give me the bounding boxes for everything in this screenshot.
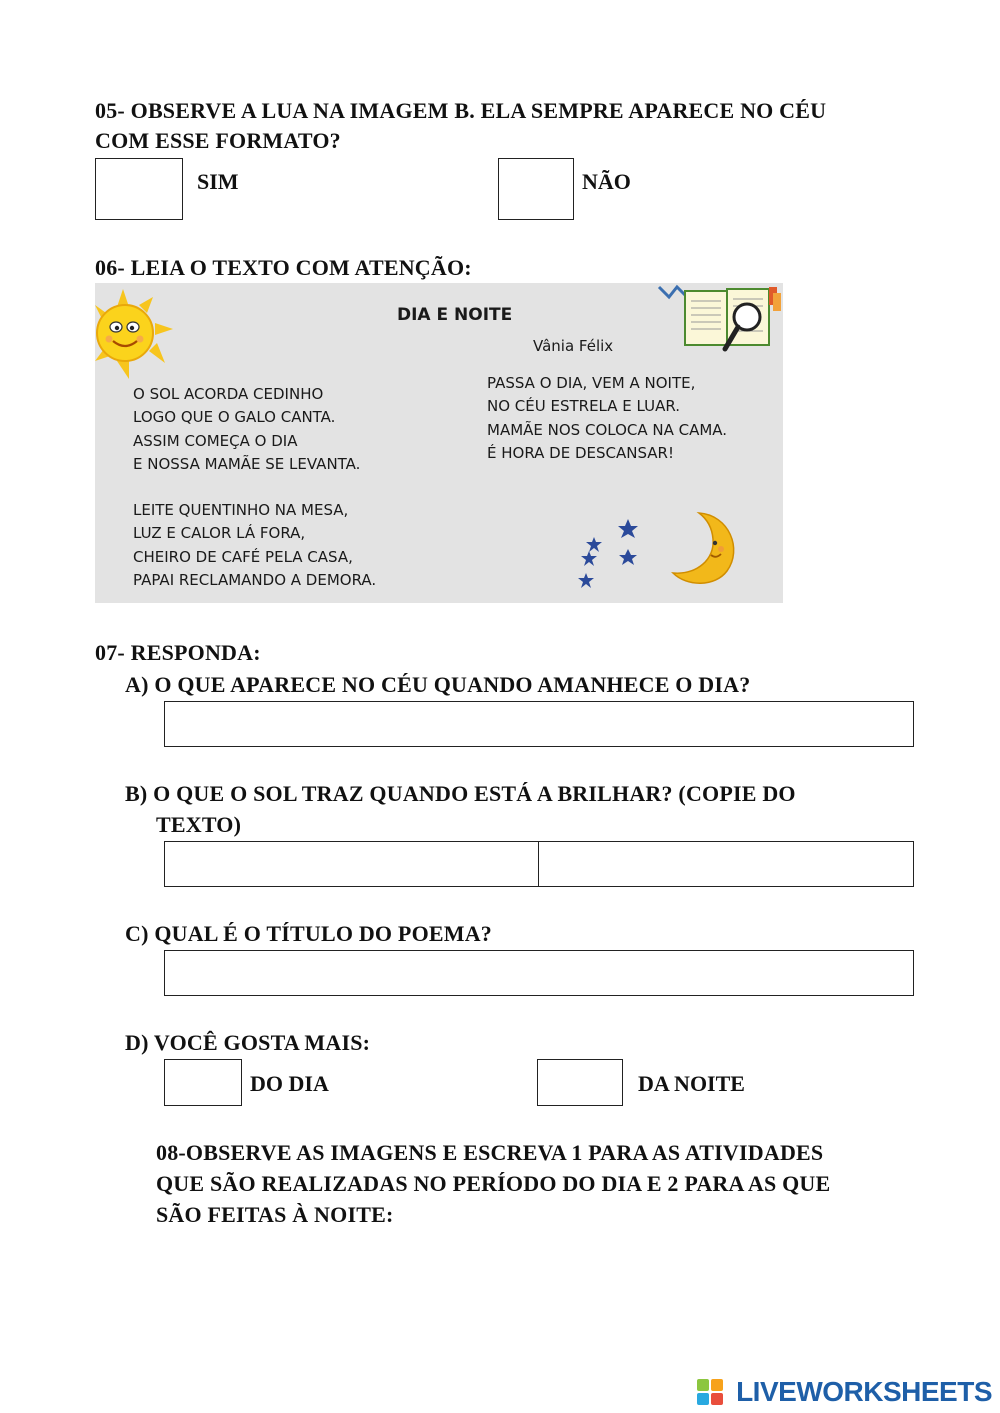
q07-d-night-checkbox[interactable] (537, 1059, 623, 1106)
stars-icon (575, 515, 655, 595)
q07-d-night-label: DA NOITE (638, 1071, 745, 1096)
poem-line: MAMÃE NOS COLOCA NA CAMA. (487, 420, 728, 439)
q08-line3: SÃO FEITAS À NOITE: (156, 1202, 394, 1227)
poem-line: LEITE QUENTINHO NA MESA, (133, 501, 349, 519)
q08-line1: 08-OBSERVE AS IMAGENS E ESCREVA 1 PARA AS ATIVIDADES (156, 1140, 824, 1165)
q06-heading: 06- LEIA O TEXTO COM ATENÇÃO: (95, 255, 472, 280)
poem-line: LUZ E CALOR LÁ FORA, (133, 524, 306, 543)
poem-image (95, 283, 783, 603)
q07-a-answer-field[interactable] (164, 701, 914, 747)
q05-yes-label: SIM (197, 169, 239, 194)
q07-heading: 07- RESPONDA: (95, 640, 261, 665)
q07-c-question: C) QUAL É O TÍTULO DO POEMA? (125, 921, 493, 946)
q07-d-question: D) VOCÊ GOSTA MAIS: (125, 1030, 371, 1055)
poem-line: PASSA O DIA, VEM A NOITE, (487, 374, 696, 392)
q05-no-label: NÃO (582, 169, 631, 194)
poem-line: E NOSSA MAMÃE SE LEVANTA. (133, 455, 361, 474)
book-magnifier-icon (655, 281, 783, 361)
q08-line2: QUE SÃO REALIZADAS NO PERÍODO DO DIA E 2 PARA AS QUE (156, 1171, 831, 1196)
poem-line: CHEIRO DE CAFÉ PELA CASA, (133, 547, 353, 566)
q07-d-day-checkbox[interactable] (164, 1059, 242, 1106)
liveworksheets-brand: LIVEWORKSHEETS (736, 1376, 992, 1407)
q07-b-question-line2: TEXTO) (156, 812, 242, 837)
sun-icon (95, 289, 175, 379)
poem-line: ASSIM COMEÇA O DIA (133, 431, 298, 450)
moon-icon (669, 509, 741, 587)
q05-line1: 05- OBSERVE A LUA NA IMAGEM B. ELA SEMPRE APARECE NO CÉU (95, 98, 827, 123)
poem-line: É HORA DE DESCANSAR! (487, 444, 674, 463)
q05-no-checkbox[interactable] (498, 158, 574, 220)
q07-d-day-label: DO DIA (250, 1071, 329, 1096)
poem-author: Vânia Félix (533, 337, 614, 355)
poem-stanza-3 (487, 372, 727, 466)
liveworksheets-logo-icon (697, 1379, 723, 1405)
poem-title: DIA E NOITE (397, 305, 513, 325)
q05-line2: COM ESSE FORMATO? (95, 128, 341, 153)
q07-c-answer-field[interactable] (164, 950, 914, 996)
q05-yes-checkbox[interactable] (95, 158, 183, 220)
poem-line: NO CÉU ESTRELA E LUAR. (487, 397, 681, 416)
q07-a-question: A) O QUE APARECE NO CÉU QUANDO AMANHECE O DIA? (125, 672, 751, 697)
poem-stanza-2 (133, 499, 376, 593)
poem-line: LOGO QUE O GALO CANTA. (133, 408, 336, 427)
q07-b-answer-field-1[interactable] (164, 841, 540, 887)
poem-stanza-1 (133, 383, 360, 477)
q07-b-answer-field-2[interactable] (538, 841, 914, 887)
poem-line: PAPAI RECLAMANDO A DEMORA. (133, 571, 377, 590)
q07-b-question-line1: B) O QUE O SOL TRAZ QUANDO ESTÁ A BRILHAR? (COPIE DO (125, 781, 796, 806)
poem-line: O SOL ACORDA CEDINHO (133, 385, 324, 403)
